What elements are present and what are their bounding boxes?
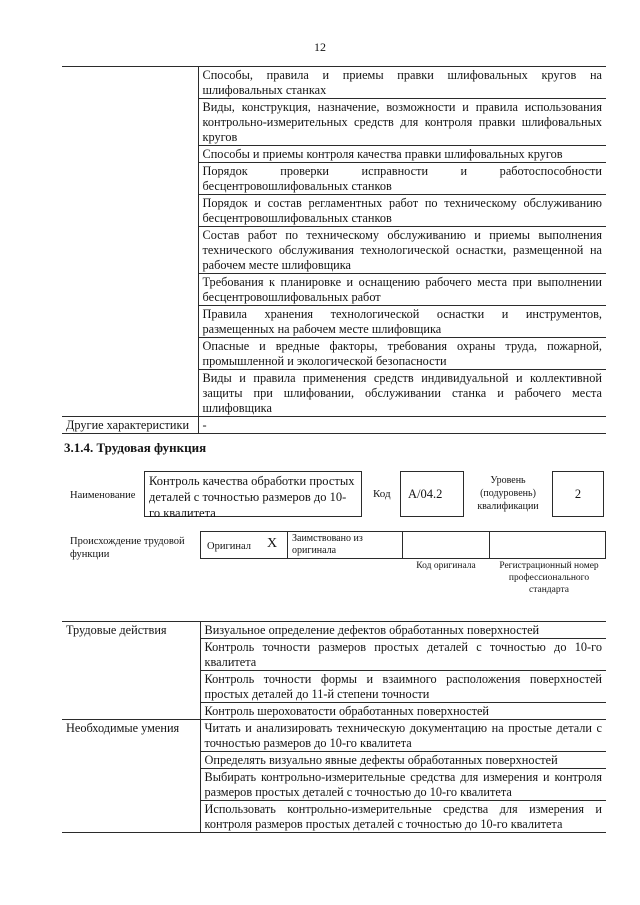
labor-action-item: Визуальное определение дефектов обработанных поверхностей (200, 622, 606, 639)
table-row (62, 67, 606, 99)
borrowed-box: Заимствовано из оригинала (287, 531, 403, 559)
original-mark: X (267, 536, 278, 551)
table-row (62, 417, 606, 434)
knowledge-item: Виды, конструкция, назначение, возможности и правила использования контрольно-измерительных средств для контроля правки шлифовальных кругов (198, 99, 606, 146)
section-title: 3.1.4. Трудовая функция (64, 440, 207, 455)
knowledge-item: Состав работ по техническому обслуживанию и приемы выполнения технического обслуживания технологической оснастки, размещенной на рабочем месте шлифовщика (198, 227, 606, 274)
knowledge-item: Порядок и состав регламентных работ по техническому обслуживанию бесцентровошлифовальных станков (198, 195, 606, 227)
knowledge-item: Требования к планировке и оснащению рабочего места при выполнении бесцентровошлифовальных работ (198, 274, 606, 306)
other-characteristics-label: Другие характеристики (62, 417, 198, 434)
labor-action-item: Контроль шероховатости обработанных поверхностей (200, 703, 606, 720)
registration-number-caption: Регистрационный номер профессионального стандарта (499, 561, 599, 595)
knowledge-item: Виды и правила применения средств индивидуальной и коллективной защиты при шлифовании, обслуживании станка и рабочего места шлифовщика (198, 370, 606, 417)
skill-item: Использовать контрольно-измерительные средства для измерения и контроля размеров простых деталей с точностью до 10-го квалитета (200, 801, 606, 833)
skill-item: Читать и анализировать техническую документацию на простые детали с точностью размеров до 10-го квалитета (200, 720, 606, 752)
original-label: Оригинал (207, 541, 251, 552)
knowledge-label-cell (62, 67, 198, 417)
table-row (62, 622, 606, 639)
knowledge-item: Способы и приемы контроля качества правки шлифовальных кругов (198, 146, 606, 163)
qualification-level-label: Уровень (подуровень) квалификации (477, 475, 539, 512)
original-box (200, 531, 288, 559)
labor-action-item: Контроль точности размеров простых деталей с точностью до 10-го квалитета (200, 639, 606, 671)
registration-number-box (489, 531, 606, 559)
labor-function-table (62, 621, 606, 833)
labor-actions-label: Трудовые действия (62, 622, 200, 720)
knowledge-item: Способы, правила и приемы правки шлифовальных кругов на шлифовальных станках (198, 67, 606, 99)
function-name-box: Контроль качества обработки простых деталей с точностью размеров до 10-го квалитета (144, 471, 362, 517)
skill-item: Выбирать контрольно-измерительные средства для измерения и контроля размеров простых деталей с точностью до 10-го квалитета (200, 769, 606, 801)
name-label: Наименование (70, 490, 136, 501)
page-number: 12 (314, 40, 326, 54)
skill-item: Определять визуально явные дефекты обработанных поверхностей (200, 752, 606, 769)
knowledge-table (62, 66, 606, 434)
original-code-caption: Код оригинала (416, 561, 476, 571)
knowledge-item: Правила хранения технологической оснастки и инструментов, размещенных на рабочем месте шлифовщика (198, 306, 606, 338)
qualification-level-box: 2 (552, 471, 604, 517)
knowledge-item: Опасные и вредные факторы, требования охраны труда, пожарной, промышленной и экологической безопасности (198, 338, 606, 370)
table-row (62, 720, 606, 752)
labor-action-item: Контроль точности формы и взаимного расположения поверхностей простых деталей до 11-й степени точности (200, 671, 606, 703)
original-code-box (402, 531, 490, 559)
required-skills-label: Необходимые умения (62, 720, 200, 833)
code-label: Код (373, 488, 391, 500)
other-characteristics-value: - (198, 417, 606, 434)
function-code-box: A/04.2 (400, 471, 464, 517)
knowledge-item: Порядок проверки исправности и работоспособности бесцентровошлифовальных станков (198, 163, 606, 195)
origin-label: Происхождение трудовой функции (70, 536, 185, 560)
